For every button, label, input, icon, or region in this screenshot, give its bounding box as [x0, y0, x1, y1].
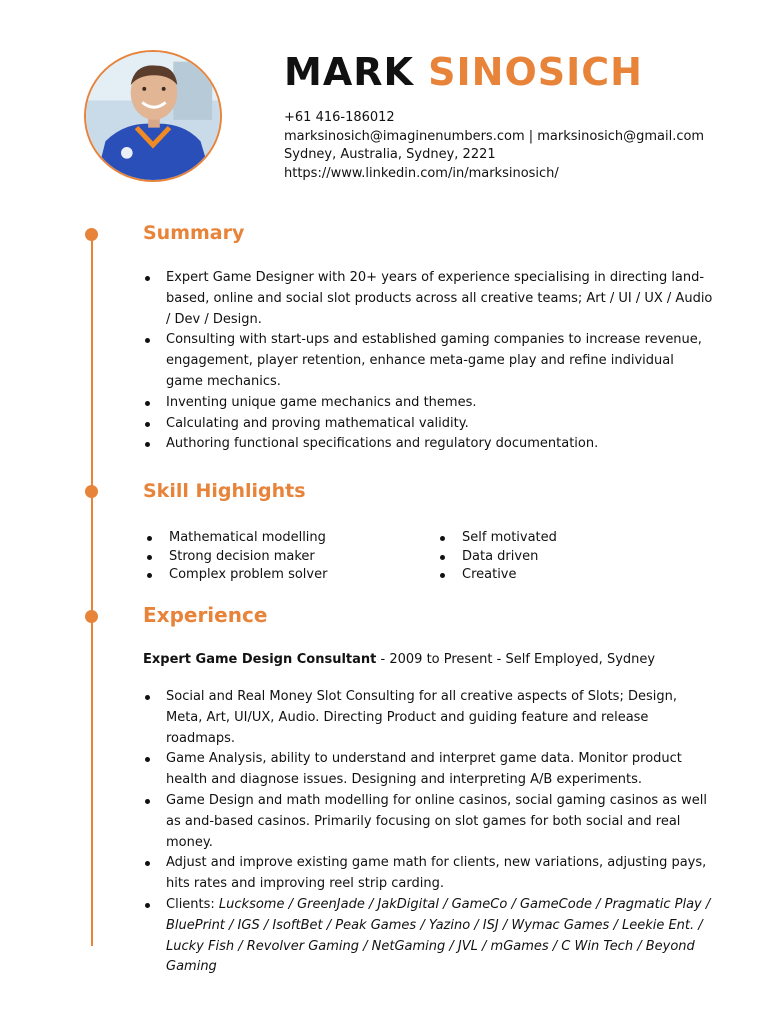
list-item: Social and Real Money Slot Consulting for all creative aspects of Slots; Design, Meta, Art, UI/UX, Audio. Directing Product and guiding feature and release roadmaps.: [143, 687, 713, 749]
list-item: Self motivated: [436, 529, 557, 548]
list-item: Creative: [436, 566, 557, 585]
experience-list: [143, 687, 713, 978]
timeline-line: [91, 234, 93, 946]
job-details: - 2009 to Present - Self Employed, Sydney: [376, 652, 656, 667]
list-item: Strong decision maker: [143, 548, 327, 567]
list-item: Calculating and proving mathematical validity.: [143, 414, 713, 435]
experience-dot: [85, 610, 98, 623]
job-heading: [143, 652, 655, 667]
list-item: Consulting with start-ups and established gaming companies to increase revenue, engagement, player retention, enhance meta-game play and refine individual game mechanics.: [143, 330, 713, 392]
experience-heading: Experience: [143, 603, 268, 627]
skills-left-column: [143, 529, 327, 585]
list-item: Adjust and improve existing game math for clients, new variations, adjusting pays, hits rates and improving reel strip carding.: [143, 853, 713, 895]
linkedin-link[interactable]: https://www.linkedin.com/in/marksinosich/: [284, 165, 559, 181]
job-title: Expert Game Design Consultant: [143, 652, 377, 667]
contact-block: [284, 109, 704, 183]
summary-heading: Summary: [143, 222, 245, 244]
list-item: Game Analysis, ability to understand and interpret game data. Monitor product health and diagnose issues. Designing and interpreting A/B experiments.: [143, 749, 713, 791]
skills-dot: [85, 485, 98, 498]
skills-right-column: [436, 529, 557, 585]
list-item: Inventing unique game mechanics and themes.: [143, 393, 713, 414]
email-addresses[interactable]: marksinosich@imaginenumbers.com | marksinosich@gmail.com: [284, 128, 705, 144]
candidate-name: [284, 50, 643, 94]
location: Sydney, Australia, Sydney, 2221: [284, 147, 496, 162]
phone-number: +61 416-186012: [284, 110, 395, 125]
list-item: Authoring functional specifications and regulatory documentation.: [143, 434, 713, 455]
list-item: Data driven: [436, 548, 557, 567]
skills-heading: Skill Highlights: [143, 480, 306, 502]
list-item: Expert Game Designer with 20+ years of experience specialising in directing land-based, online and social slot products across all creative teams; Art / UI / UX / Audio / Dev / Design.: [143, 268, 713, 330]
list-item: Complex problem solver: [143, 566, 327, 585]
list-item: Game Design and math modelling for online casinos, social gaming casinos as well as and-based casinos. Primarily focusing on slot games for both social and real money.: [143, 791, 713, 853]
last-name: SINOSICH: [428, 50, 643, 94]
clients-item: [143, 895, 713, 978]
clients-list: Lucksome / GreenJade / JakDigital / GameCo / GameCode / Pragmatic Play / BluePrint / IGS / IsoftBet / Peak Games / Yazino / ISJ / Wymac Games / Leekie Ent. / Lucky Fish / Revolver Gaming / NetGaming / JVL / mGames / C Win Tech / Beyond Gaming: [166, 896, 711, 975]
first-name: MARK: [284, 50, 414, 94]
profile-photo-icon: [86, 52, 220, 180]
clients-label: Clients:: [166, 896, 219, 912]
summary-list: [143, 268, 713, 455]
list-item: Mathematical modelling: [143, 529, 327, 548]
summary-dot: [85, 228, 98, 241]
profile-photo: [84, 50, 222, 182]
